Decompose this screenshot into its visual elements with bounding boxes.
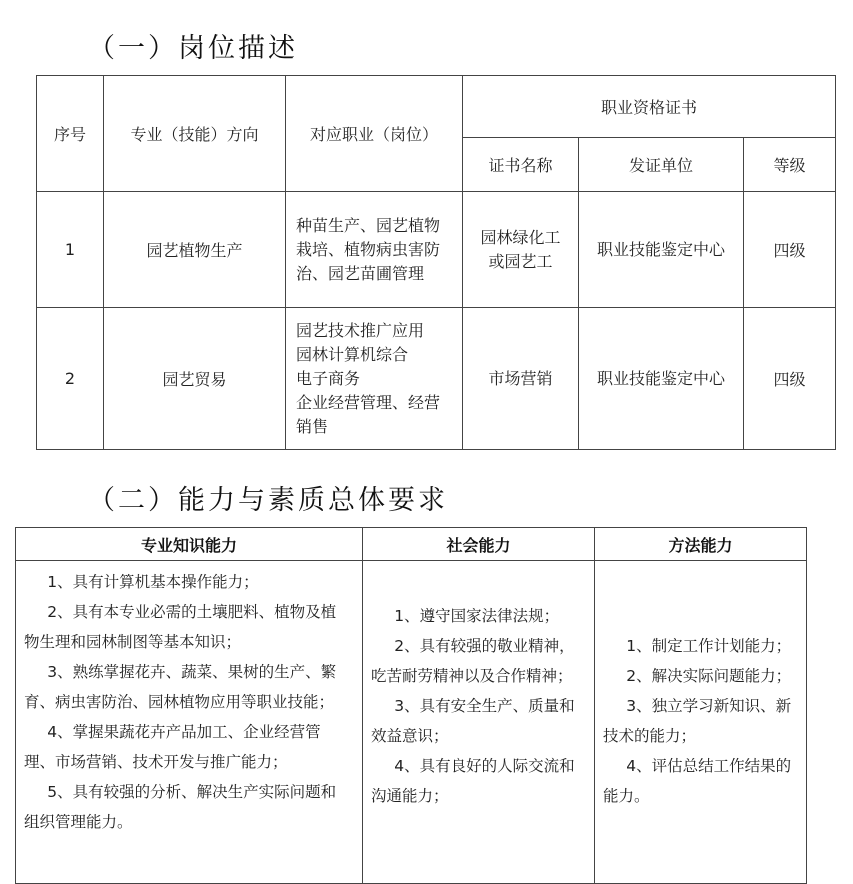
job-description-table: [36, 75, 836, 450]
list-item: 2、具有较强的敬业精神，吃苦耐劳精神以及合作精神；: [371, 637, 575, 685]
cell-seq: 1: [37, 192, 104, 308]
job-line: 电子商务: [296, 368, 361, 388]
header-professional: 专业知识能力: [16, 528, 363, 561]
cell-job: [286, 308, 463, 450]
header-job: 对应职业（岗位）: [286, 76, 463, 192]
table-header-row: [16, 528, 807, 561]
header-social: 社会能力: [363, 528, 595, 561]
header-seq: 序号: [37, 76, 104, 192]
list-item: 4、评估总结工作结果的能力。: [603, 757, 792, 805]
cell-issuer: 职业技能鉴定中心: [579, 192, 744, 308]
cell-professional: [16, 561, 363, 884]
cell-major: 园艺贸易: [104, 308, 286, 450]
list-item: 4、具有良好的人际交流和沟通能力；: [371, 757, 575, 805]
header-major: 专业（技能）方向: [104, 76, 286, 192]
list-item: 2、解决实际问题能力；: [626, 667, 792, 685]
section-title-job-description: （一）岗位描述: [88, 33, 298, 64]
cell-issuer: 职业技能鉴定中心: [579, 308, 744, 450]
job-line: 园艺技术推广应用: [296, 320, 425, 340]
list-item: 2、具有本专业必需的土壤肥料、植物及植物生理和园林制图等基本知识；: [24, 603, 337, 651]
cell-seq: 2: [37, 308, 104, 450]
cell-job: [286, 192, 463, 308]
list-item: 3、熟练掌握花卉、蔬菜、果树的生产、繁育、病虫害防治、园林植物应用等职业技能；: [24, 663, 337, 711]
cell-social: [363, 561, 595, 884]
abilities-table: [15, 527, 807, 884]
list-item: 4、掌握果蔬花卉产品加工、企业经营管理、市场营销、技术开发与推广能力；: [24, 723, 321, 771]
cell-level: 四级: [744, 308, 836, 450]
header-cert-group: 职业资格证书: [463, 76, 836, 138]
header-cert-name: 证书名称: [463, 138, 579, 192]
cell-level: 四级: [744, 192, 836, 308]
table-row: [37, 192, 836, 308]
job-line: 种苗生产、园艺植物栽培、植物病虫害防治、园艺苗圃管理: [296, 215, 441, 283]
section-title-abilities: （二）能力与素质总体要求: [88, 485, 448, 516]
cell-cert-name: 园林绿化工或园艺工: [463, 192, 579, 308]
table-row: [16, 561, 807, 884]
list-item: 3、具有安全生产、质量和效益意识；: [371, 697, 575, 745]
cell-cert-name: 市场营销: [463, 308, 579, 450]
cell-method: [595, 561, 807, 884]
header-method: 方法能力: [595, 528, 807, 561]
list-item: 5、具有较强的分析、解决生产实际问题和组织管理能力。: [24, 783, 337, 831]
table-header-row: [37, 76, 836, 138]
list-item: 3、独立学习新知识、新技术的能力；: [603, 697, 792, 745]
job-line: 园林计算机综合: [296, 344, 409, 364]
header-issuer: 发证单位: [579, 138, 744, 192]
header-level: 等级: [744, 138, 836, 192]
job-line: 企业经营管理、经营销售: [296, 392, 441, 436]
list-item: 1、具有计算机基本操作能力；: [47, 573, 259, 591]
list-item: 1、制定工作计划能力；: [626, 637, 792, 655]
table-row: [37, 308, 836, 450]
cell-major: 园艺植物生产: [104, 192, 286, 308]
list-item: 1、遵守国家法律法规；: [394, 607, 560, 625]
